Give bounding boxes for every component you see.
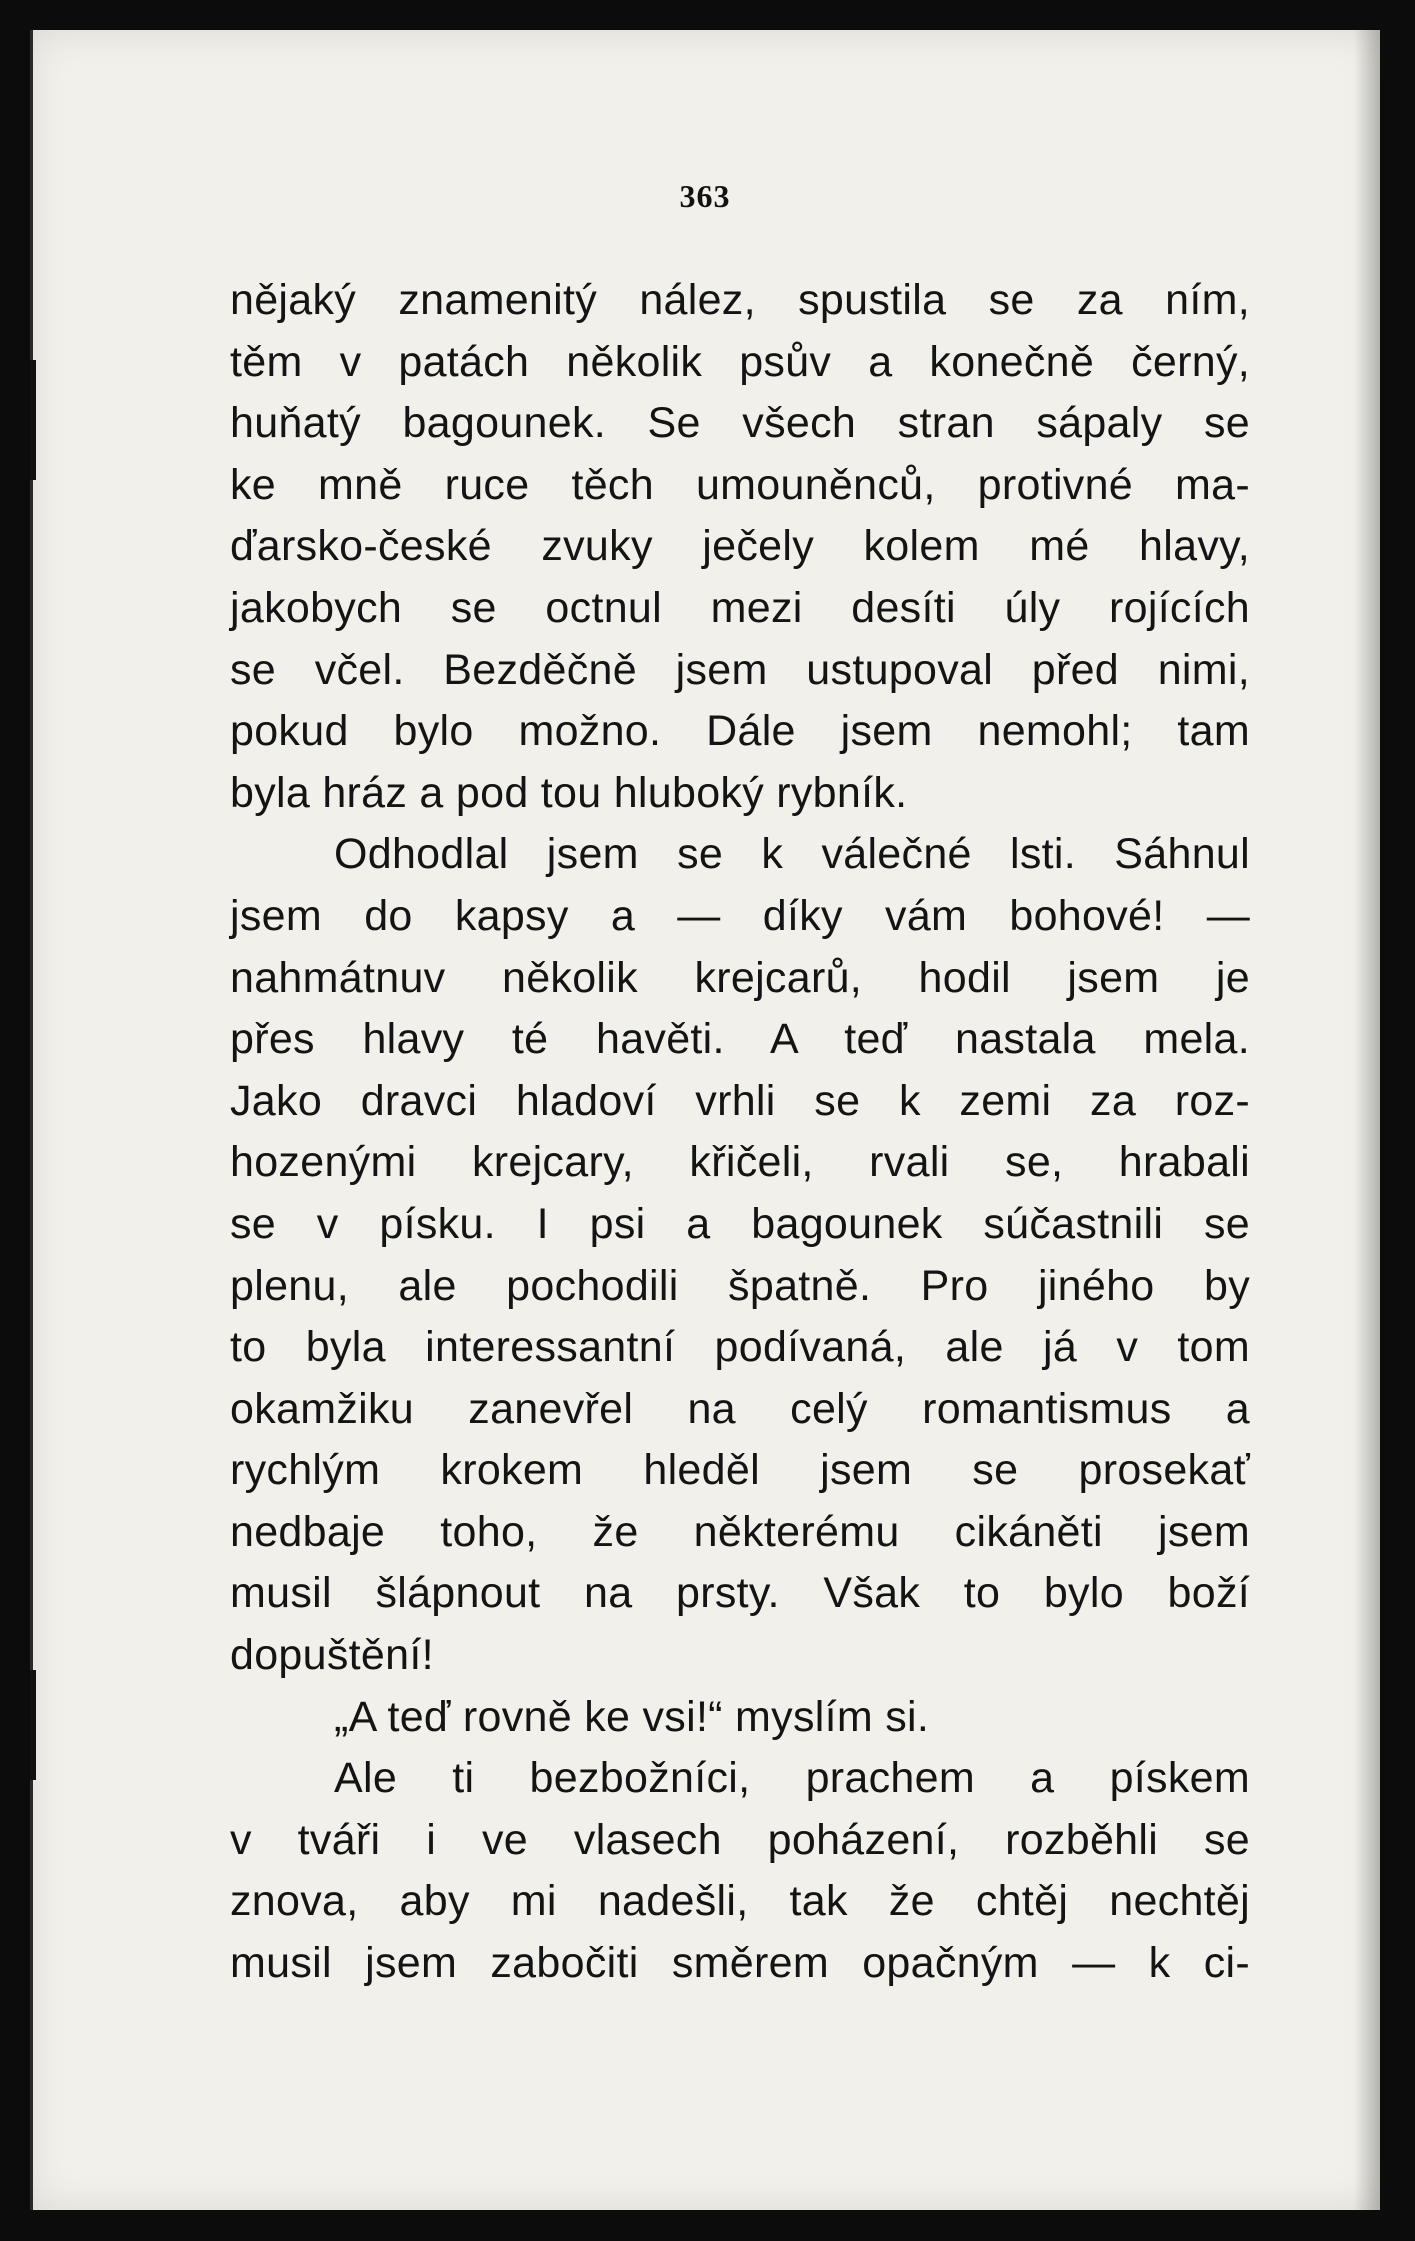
text-line: hozenými krejcary, křičeli, rvali se, hrabali [230, 1138, 1250, 1187]
book-page [30, 30, 1380, 2210]
text-line: dopuštění! [230, 1631, 434, 1680]
text-line: pokud bylo možno. Dále jsem nemohl; tam [230, 707, 1250, 756]
text-line: se v písku. I psi a bagounek súčastnili se [230, 1199, 1250, 1248]
text-line: byla hráz a pod tou hluboký rybník. [230, 768, 908, 817]
text-line: v tváři i ve vlasech poházení, rozběhli se [230, 1815, 1250, 1864]
text-line: jakobych se octnul mezi desíti úly rojících [230, 583, 1250, 632]
text-line: ke mně ruce těch umouněnců, protivné ma- [230, 460, 1250, 509]
text-line: jsem do kapsy a — díky vám bohové! — [230, 891, 1250, 940]
text-line: znova, aby mi nadešli, tak že chtěj nechtěj [230, 1877, 1250, 1926]
text-line: rychlým krokem hleděl jsem se prosekať [230, 1446, 1250, 1495]
binding-mark [30, 1670, 36, 1780]
page-number: 363 [679, 178, 731, 214]
text-line: Odhodlal jsem se k válečné lsti. Sáhnul [334, 830, 1250, 879]
text-line: musil jsem zabočiti směrem opačným — k ci- [230, 1939, 1250, 1988]
text-line: „A teď rovně ke vsi!“ myslím si. [334, 1692, 930, 1741]
body-text [230, 270, 1250, 1995]
text-line: okamžiku zanevřel na celý romantismus a [230, 1384, 1250, 1433]
text-line: to byla interessantní podívaná, ale já v tom [230, 1323, 1250, 1372]
text-line: nedbaje toho, že některému cikáněti jsem [230, 1507, 1250, 1556]
page-edge-shadow [1354, 30, 1380, 2210]
text-line: Ale ti bezbožníci, prachem a pískem [334, 1754, 1250, 1803]
text-line: nějaký znamenitý nález, spustila se za ním, [230, 276, 1250, 324]
binding-mark [30, 360, 36, 480]
text-line: těm v patách několik psův a konečně černý, [230, 337, 1250, 386]
text-line: se včel. Bezděčně jsem ustupoval před nimi, [230, 645, 1250, 694]
text-line: ďarsko-české zvuky ječely kolem mé hlavy, [230, 522, 1250, 571]
page-left-edge [30, 30, 33, 2210]
text-line: přes hlavy té havěti. A teď nastala mela. [230, 1015, 1250, 1064]
text-line: plenu, ale pochodili špatně. Pro jiného by [230, 1261, 1250, 1310]
text-line: Jako dravci hladoví vrhli se k zemi za roz- [230, 1076, 1250, 1125]
text-line: musil šlápnout na prsty. Však to bylo boží [230, 1569, 1250, 1618]
text-line: huňatý bagounek. Se všech stran sápaly se [230, 399, 1250, 448]
text-line: nahmátnuv několik krejcarů, hodil jsem je [230, 953, 1250, 1002]
